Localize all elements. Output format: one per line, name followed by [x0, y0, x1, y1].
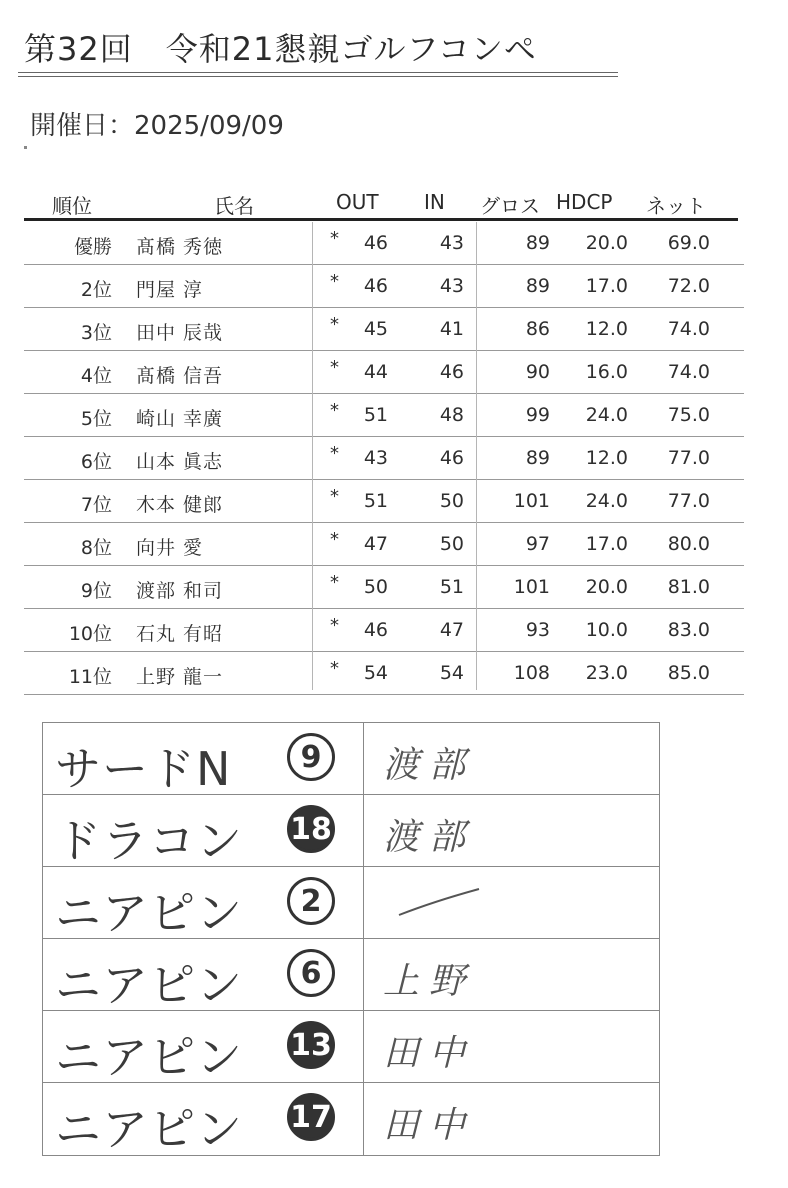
- name-cell: 木本 健郎: [136, 494, 224, 516]
- mark-cell: *: [330, 357, 339, 378]
- hdcp-cell: 24.0: [585, 404, 628, 426]
- net-cell: 83.0: [667, 619, 710, 641]
- name-cell: 田中 辰哉: [136, 322, 224, 344]
- out-cell: 51: [363, 490, 388, 512]
- out-cell: 54: [363, 662, 388, 684]
- date-label: 開催日：: [30, 111, 135, 141]
- in-cell: 51: [439, 576, 464, 598]
- column-divider: [312, 222, 313, 690]
- prize-row: [43, 867, 659, 939]
- mark-cell: *: [330, 271, 339, 292]
- gross-cell: 86: [525, 318, 550, 340]
- net-cell: 72.0: [667, 275, 710, 297]
- date-dot: [24, 146, 27, 149]
- in-cell: 46: [439, 447, 464, 469]
- table-row: [24, 437, 744, 480]
- in-cell: 41: [439, 318, 464, 340]
- prize-label: ニアピン: [55, 1030, 243, 1084]
- in-cell: 48: [439, 404, 464, 426]
- net-cell: 85.0: [667, 662, 710, 684]
- rank-cell: 10位: [68, 623, 112, 645]
- out-cell: 45: [363, 318, 388, 340]
- net-cell: 69.0: [667, 232, 710, 254]
- name-cell: 山本 眞志: [136, 451, 224, 473]
- table-row: [24, 566, 744, 609]
- rank-cell: 8位: [80, 537, 112, 559]
- hdcp-cell: 17.0: [585, 533, 628, 555]
- gross-cell: 89: [525, 275, 550, 297]
- in-cell: 54: [439, 662, 464, 684]
- date-value: 2025/09/09: [134, 111, 284, 141]
- name-cell: 渡部 和司: [136, 580, 224, 602]
- prize-label: サードN: [55, 742, 232, 796]
- gross-cell: 89: [525, 447, 550, 469]
- in-cell: 50: [439, 533, 464, 555]
- winner-handwritten: 上野: [383, 961, 476, 1002]
- hdcp-cell: 24.0: [585, 490, 628, 512]
- table-row: [24, 523, 744, 566]
- in-cell: 43: [439, 275, 464, 297]
- hdcp-cell: 17.0: [585, 275, 628, 297]
- no-winner-dash: [395, 883, 485, 923]
- table-row: [24, 351, 744, 394]
- header-rule: [24, 218, 738, 221]
- hdcp-cell: 20.0: [585, 232, 628, 254]
- table-row: [24, 222, 744, 265]
- rank-cell: 7位: [80, 494, 112, 516]
- hdcp-cell: 16.0: [585, 361, 628, 383]
- net-cell: 81.0: [667, 576, 710, 598]
- results-table: [24, 180, 744, 695]
- prize-row: [43, 723, 659, 795]
- hole-number-badge: 18: [287, 805, 335, 853]
- rank-cell: 3位: [80, 322, 112, 344]
- header-name: 氏名: [214, 194, 254, 218]
- gross-cell: 93: [525, 619, 550, 641]
- net-cell: 74.0: [667, 318, 710, 340]
- winner-handwritten: 渡部: [383, 817, 476, 858]
- column-divider: [476, 222, 477, 690]
- winner-handwritten: 渡部: [383, 745, 476, 786]
- mark-cell: *: [330, 658, 339, 679]
- hdcp-cell: 12.0: [585, 318, 628, 340]
- name-cell: 崎山 幸廣: [136, 408, 224, 430]
- net-cell: 80.0: [667, 533, 710, 555]
- prize-label: ニアピン: [55, 886, 243, 940]
- rank-cell: 優勝: [73, 236, 112, 258]
- header-hdcp: HDCP: [556, 190, 613, 214]
- name-cell: 髙橋 秀徳: [136, 236, 224, 258]
- prize-table: [42, 722, 660, 1156]
- mark-cell: *: [330, 228, 339, 249]
- mark-cell: *: [330, 486, 339, 507]
- table-row: [24, 652, 744, 695]
- hole-number-badge: 13: [287, 1021, 335, 1069]
- net-cell: 75.0: [667, 404, 710, 426]
- gross-cell: 89: [525, 232, 550, 254]
- mark-cell: *: [330, 443, 339, 464]
- net-cell: 77.0: [667, 447, 710, 469]
- prize-label: ニアピン: [55, 958, 243, 1012]
- hdcp-cell: 10.0: [585, 619, 628, 641]
- hdcp-cell: 20.0: [585, 576, 628, 598]
- rank-cell: 6位: [80, 451, 112, 473]
- gross-cell: 101: [513, 490, 550, 512]
- prize-column-divider: [363, 1083, 364, 1155]
- prize-column-divider: [363, 939, 364, 1010]
- gross-cell: 97: [525, 533, 550, 555]
- out-cell: 43: [363, 447, 388, 469]
- net-cell: 74.0: [667, 361, 710, 383]
- in-cell: 46: [439, 361, 464, 383]
- prize-label: ドラコン: [55, 814, 243, 868]
- prize-row: [43, 795, 659, 867]
- gross-cell: 108: [513, 662, 550, 684]
- hdcp-cell: 12.0: [585, 447, 628, 469]
- name-cell: 向井 愛: [136, 537, 204, 559]
- prize-row: [43, 939, 659, 1011]
- mark-cell: *: [330, 314, 339, 335]
- rank-cell: 4位: [80, 365, 112, 387]
- name-cell: 髙橋 信吾: [136, 365, 224, 387]
- prize-row: [43, 1083, 659, 1155]
- table-row: [24, 265, 744, 308]
- table-row: [24, 480, 744, 523]
- header-out: OUT: [336, 190, 379, 214]
- out-cell: 47: [363, 533, 388, 555]
- mark-cell: *: [330, 529, 339, 550]
- header-rank: 順位: [52, 194, 92, 218]
- table-row: [24, 394, 744, 437]
- header-in: IN: [424, 190, 445, 214]
- mark-cell: *: [330, 400, 339, 421]
- rank-cell: 2位: [80, 279, 112, 301]
- header-net: ネット: [646, 194, 706, 218]
- title-underline: [18, 72, 618, 80]
- out-cell: 50: [363, 576, 388, 598]
- prize-label: ニアピン: [55, 1102, 243, 1156]
- hdcp-cell: 23.0: [585, 662, 628, 684]
- out-cell: 46: [363, 232, 388, 254]
- hole-number-badge: 6: [287, 949, 335, 997]
- event-date: [30, 105, 284, 142]
- hole-number-badge: 17: [287, 1093, 335, 1141]
- rank-cell: 5位: [80, 408, 112, 430]
- page-title: 第32回 令和21懇親ゴルフコンペ: [24, 30, 537, 68]
- in-cell: 43: [439, 232, 464, 254]
- out-cell: 46: [363, 619, 388, 641]
- rank-cell: 9位: [80, 580, 112, 602]
- prize-column-divider: [363, 867, 364, 938]
- out-cell: 44: [363, 361, 388, 383]
- winner-handwritten: 田中: [383, 1105, 476, 1146]
- gross-cell: 99: [525, 404, 550, 426]
- header-gross: グロス: [480, 194, 540, 218]
- name-cell: 上野 龍一: [136, 666, 224, 688]
- hole-number-badge: 2: [287, 877, 335, 925]
- out-cell: 46: [363, 275, 388, 297]
- net-cell: 77.0: [667, 490, 710, 512]
- rank-cell: 11位: [68, 666, 112, 688]
- name-cell: 門屋 淳: [136, 279, 204, 301]
- in-cell: 47: [439, 619, 464, 641]
- hole-number-badge: 9: [287, 733, 335, 781]
- prize-column-divider: [363, 1011, 364, 1082]
- name-cell: 石丸 有昭: [136, 623, 224, 645]
- prize-column-divider: [363, 795, 364, 866]
- results-body: [24, 222, 744, 695]
- prize-row: [43, 1011, 659, 1083]
- out-cell: 51: [363, 404, 388, 426]
- prize-column-divider: [363, 723, 364, 794]
- gross-cell: 90: [525, 361, 550, 383]
- gross-cell: 101: [513, 576, 550, 598]
- results-header: [24, 180, 744, 222]
- mark-cell: *: [330, 615, 339, 636]
- in-cell: 50: [439, 490, 464, 512]
- winner-handwritten: 田中: [383, 1033, 476, 1074]
- table-row: [24, 308, 744, 351]
- table-row: [24, 609, 744, 652]
- mark-cell: *: [330, 572, 339, 593]
